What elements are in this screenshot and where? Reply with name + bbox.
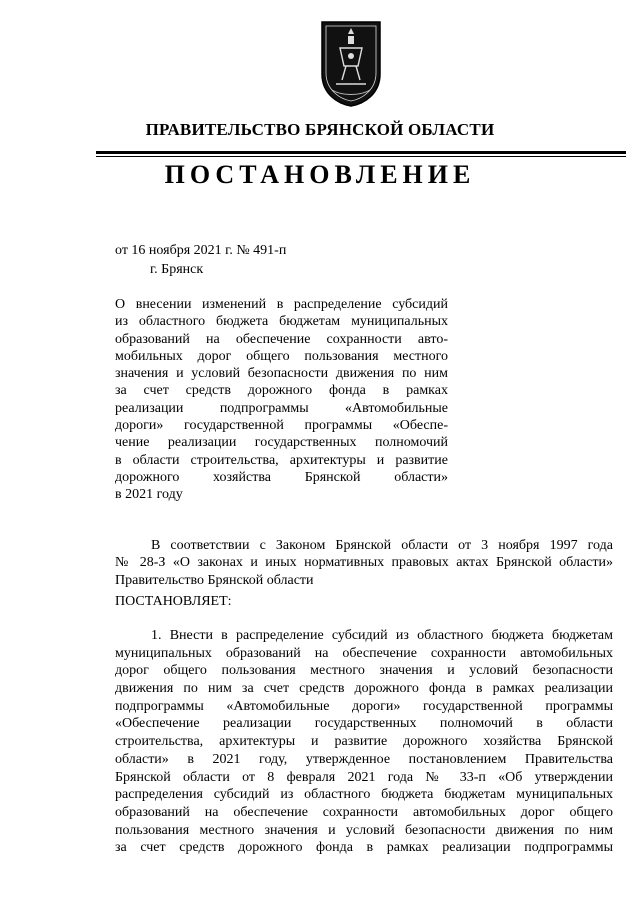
body-line: образований на обеспечение сохранности автомобильных дорог общего: [115, 804, 613, 820]
body-line: 1. Внести в распределение субсидий из областного бюджета бюджетам: [151, 628, 613, 643]
subject-line: образований на обеспечение сохранности авто-: [115, 331, 448, 347]
body-line: муниципальных образований на обеспечение сохранности автомобильных: [115, 645, 613, 661]
preamble-line: В соответствии с Законом Брянской области от 3 ноября 1997 года: [151, 538, 613, 553]
preamble-line: № 28-З «О законах и иных нормативных правовых актах Брянской области»: [115, 555, 613, 571]
subject-line: О внесении изменений в распределение субсидий: [115, 297, 448, 312]
date-number: от 16 ноября 2021 г. № 491-п: [115, 243, 287, 258]
body-line: движения по ним за счет средств дорожного фонда в рамках реализации: [115, 681, 613, 697]
body-line: подпрограммы «Автомобильные дороги» государственной программы: [115, 698, 613, 714]
preamble-line: Правительство Брянской области: [115, 572, 314, 588]
header-divider-thick: [96, 151, 626, 154]
header-divider-thin: [96, 156, 626, 157]
subject-line: чение реализации государственных полномочий: [115, 435, 448, 451]
subject-line: в области строительства, архитектуры и развитие: [115, 452, 448, 468]
body-line: дорог общего пользования местного значения и условий безопасности: [115, 663, 613, 679]
document-subject: [115, 296, 448, 504]
preamble: [115, 537, 613, 589]
subject-line: дороги» государственной программы «Обеспе-: [115, 418, 448, 434]
body-line: Брянской области от 8 февраля 2021 года № 33-п «Об утверждении: [115, 769, 613, 785]
subject-line: в 2021 году: [115, 487, 183, 503]
subject-line: реализации подпрограммы «Автомобильные: [115, 400, 448, 416]
decree-word: ПОСТАНОВЛЯЕТ:: [115, 594, 232, 609]
subject-line: за счет средств дорожного фонда в рамках: [115, 383, 448, 399]
subject-line: значения и условий безопасности движения по ним: [115, 366, 448, 382]
body-line: распределения субсидий из областного бюджета бюджетам муниципальных: [115, 787, 613, 803]
coat-of-arms-icon: [318, 18, 384, 108]
body-line: за счет средств дорожного фонда в рамках реализации подпрограммы: [115, 840, 613, 856]
subject-line: мобильных дорог общего пользования местного: [115, 348, 448, 364]
subject-line: из областного бюджета бюджетам муниципальных: [115, 314, 448, 330]
government-title: ПРАВИТЕЛЬСТВО БРЯНСКОЙ ОБЛАСТИ: [145, 120, 495, 139]
body-line: строительства, архитектуры и развитие дорожного хозяйства Брянской: [115, 734, 613, 750]
body-paragraph: [115, 627, 613, 857]
subject-line: дорожного хозяйства Брянской области»: [115, 469, 448, 485]
body-line: «Обеспечение реализации государственных полномочий в области: [115, 716, 613, 732]
body-line: области» в 2021 году, утвержденное постановлением Правительства: [115, 751, 613, 767]
document-type: ПОСТАНОВЛЕНИЕ: [164, 160, 476, 189]
body-line: пользования местного значения и условий безопасности движения по ним: [115, 822, 613, 838]
city: г. Брянск: [150, 262, 204, 277]
